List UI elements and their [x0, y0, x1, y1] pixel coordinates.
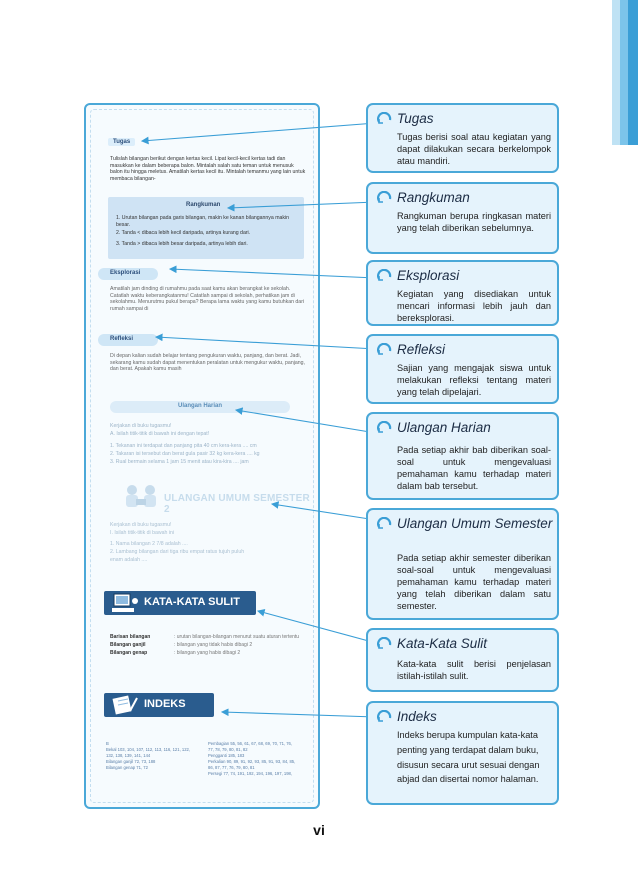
swirl-bullet-icon	[377, 517, 392, 532]
glossary-term: Barisan bilangan	[110, 634, 151, 640]
card-title: Rangkuman	[397, 190, 470, 205]
swirl-bullet-icon	[377, 343, 392, 358]
callout-card-rangkuman	[366, 182, 559, 254]
index-line: Perkalian 90, 89, 91, 92, 93, 85, 91, 93, 84, 85,	[208, 759, 296, 764]
card-title: Kata-Kata Sulit	[397, 636, 488, 651]
index-line: Pembagian 55, 56, 61, 67, 68, 69, 70, 71, 76,	[208, 741, 293, 746]
card-body: Tugas berisi soal atau kegiatan yang dapat dilakukan secara berkelompok atau mandiri.	[397, 132, 551, 166]
index-line: Bilangan ganjil 72, 73, 188	[106, 759, 156, 764]
index-line: 86, 87, 77, 76, 79, 80, 81	[208, 765, 255, 770]
preview-ulangan-harian-line: 3. Rual bermain selama 1 jam 15 menit atau kira-kira .... jam	[110, 459, 249, 465]
card-body: Indeks berupa kumpulan kata-kata penting yang terdapat dalam buku, disusun secara urut sesuai dengan abjad dan disertai nomor halaman.	[397, 730, 540, 785]
callout-card-ulangan-harian	[366, 412, 559, 500]
preview-ulangan-harian-line: A. Isilah titik-titik di bawah ini dengan tepat!	[110, 431, 210, 437]
glossary-term: Bilangan genap	[110, 650, 148, 656]
callout-card-indeks	[366, 701, 559, 805]
preview-refleksi-text: Di depan kalian sudah belajar tentang pengukuran waktu, panjang, dan berat. Jadi, sekarang kamu sudah dapat menentukan peralatan untuk mengukur waktu, panjang, dan berat. Apakah kamu masih	[110, 353, 305, 373]
index-line: 132, 138, 139, 141, 144	[106, 753, 151, 758]
swirl-bullet-icon	[377, 269, 392, 284]
card-title: Ulangan Umum Semester	[397, 516, 553, 531]
index-line: Bilangan genap 71, 72	[106, 765, 148, 770]
glossary-term: Bilangan ganjil	[110, 642, 146, 648]
index-column-left	[106, 741, 206, 771]
preview-ulangan-harian-head: Ulangan Harian	[178, 403, 223, 409]
card-body: Pada setiap akhir bab diberikan soal-soal untuk mengevaluasi pemahaman kamu terhadap materi dalam bab tersebut.	[397, 445, 551, 491]
page-edge-tab-decoration	[602, 0, 638, 145]
swirl-bullet-icon	[377, 191, 392, 206]
index-line: 77, 78, 79, 80, 81, 82	[208, 747, 248, 752]
preview-ulangan-harian-line: 1. Tekanan ini terdapat dan panjang pita 40 cm kera-kera .... cm	[110, 443, 257, 449]
swirl-bullet-icon	[377, 112, 392, 127]
callout-card-eksplorasi	[366, 260, 559, 326]
glossary-def: : urutan bilangan-bilangan menurut suatu aturan tertentu	[174, 634, 300, 640]
callout-card-ulangan-umum	[366, 508, 559, 620]
swirl-bullet-icon	[377, 710, 392, 725]
card-title: Refleksi	[397, 342, 446, 357]
writing-illustration-icon	[110, 693, 140, 717]
index-column-right	[208, 741, 312, 777]
preview-indeks-head: INDEKS	[144, 698, 186, 710]
computer-illustration-icon	[110, 591, 140, 615]
preview-rangkuman-item: 1. Urutan bilangan pada garis bilangan, makin ke kanan bilangannya makin besar.	[116, 215, 290, 228]
preview-indeks-banner	[104, 693, 214, 717]
card-body: Sajian yang mengajak siswa untuk melakukan refleksi tentang materi yang telah dipelajari.	[397, 363, 551, 397]
children-reading-illustration	[122, 483, 162, 511]
preview-ulangan-umum-line: enam adalah ....	[110, 557, 148, 563]
preview-rangkuman-head: Rangkuman	[186, 202, 221, 208]
card-title: Tugas	[397, 111, 434, 126]
preview-kata-sulit-head: KATA-KATA SULIT	[144, 596, 240, 608]
card-body: Rangkuman berupa ringkasan materi yang telah diberikan sebelumnya.	[397, 211, 551, 233]
callout-card-kata-sulit	[366, 628, 559, 692]
card-body: Kata-kata sulit berisi penjelasan istilah-istilah sulit.	[397, 659, 551, 681]
index-line: B	[106, 741, 109, 746]
preview-refleksi-label: Refleksi	[110, 336, 134, 342]
preview-ulangan-harian-line: Kerjakan di buku tugasmu!	[110, 423, 172, 429]
card-body: Pada setiap akhir semester diberikan soal-soal untuk mengevaluasi pemahaman kamu terhadap materi yang telah diberikan dalam satu semester.	[397, 553, 551, 611]
preview-ulangan-umum-line: Kerjakan di buku tugasmu!	[110, 522, 172, 528]
card-title: Ulangan Harian	[397, 420, 491, 435]
page-number: vi	[313, 822, 325, 838]
card-title: Eksplorasi	[397, 268, 460, 283]
preview-ulangan-umum-head: ULANGAN UMUM SEMESTER 2	[164, 493, 310, 515]
preview-kata-sulit-banner	[104, 591, 256, 615]
preview-eksplorasi-text: Amatilah jam dinding di rumahmu pada saat kamu akan berangkat ke sekolah. Catatlah waktu keberangkatanmu! Catatlah sampai di sekolah, perhatikan jam di sekolahmu. Menurutmu pukul berapa? Berapa lama waktu yang kamu butuhkan dari rumah sampai di	[110, 286, 305, 312]
preview-eksplorasi-label: Eksplorasi	[110, 270, 141, 276]
index-line: Pengganti 185, 183	[208, 753, 245, 758]
preview-ulangan-harian-line: 2. Takaran isi tersebut dan berat gula pasir 32 kg kera-kera .... kg	[110, 451, 260, 457]
page-layout-preview	[84, 103, 320, 809]
swirl-bullet-icon	[377, 637, 392, 652]
preview-tugas-label: Tugas	[108, 138, 135, 146]
index-line: Persegi 77, 74, 191, 192, 194, 196, 197, 198,	[208, 771, 293, 776]
card-title: Indeks	[397, 709, 437, 724]
callout-card-tugas	[366, 103, 559, 173]
card-body: Kegiatan yang disediakan untuk mencari informasi lebih jauh dan bereksplorasi.	[397, 289, 551, 323]
preview-rangkuman-item: 2. Tanda < dibaca lebih kecil daripada, artinya kurang dari.	[116, 230, 251, 236]
index-line: Bekal 103, 104, 107, 112, 113, 116, 121, 122,	[106, 747, 191, 752]
preview-ulangan-umum-line: 1. Nama bilangan 2 7/8 adalah ....	[110, 541, 188, 547]
preview-rangkuman-item: 3. Tanda > dibaca lebih besar daripada, artinya lebih dari.	[116, 241, 248, 247]
preview-ulangan-umum-line: 2. Lambang bilangan dari tiga ribu empat ratus tujuh puluh	[110, 549, 245, 555]
swirl-bullet-icon	[377, 421, 392, 436]
glossary-def: : bilangan yang tidak habis dibagi 2	[174, 642, 253, 648]
preview-tugas-text: Tulislah bilangan berikut dengan kertas kecil. Lipat kecil-kecil kertas tadi dan masukkan ke dalam beberapa balon. Mintalah salah satu teman untuk menusuk balon itu hingga meletus. Amatilah kertas kecil itu. Mintalah temanmu yang lain untuk membaca bilangan-	[110, 156, 306, 182]
glossary-def: : bilangan yang habis dibagi 2	[174, 650, 241, 656]
callout-card-refleksi	[366, 334, 559, 404]
preview-ulangan-umum-line: I. Isilah titik-titik di bawah ini	[110, 530, 175, 536]
